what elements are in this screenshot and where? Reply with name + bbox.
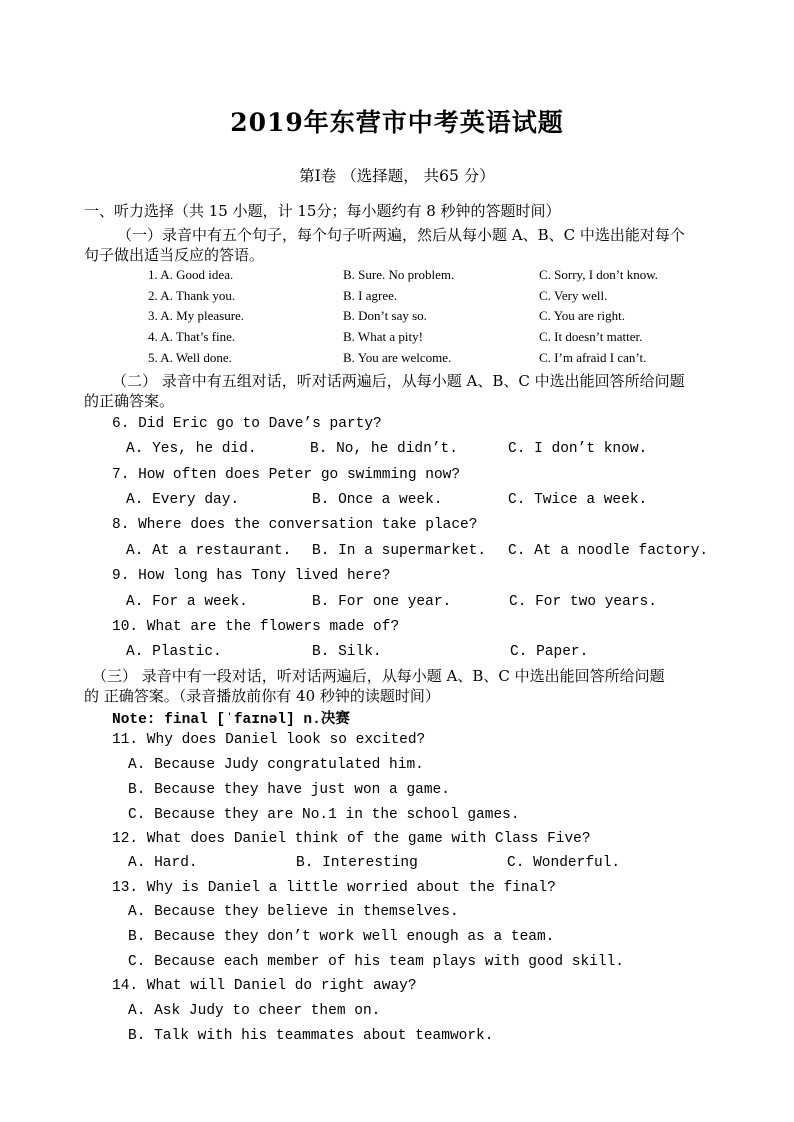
option-2c: C. Very well. [539,288,608,303]
question-7: 7. How often does Peter go swimming now? [112,467,461,483]
option-2b: B. I agree. [343,288,398,303]
option-1c: C. Sorry, I don’t know. [539,267,659,282]
paper-subtitle: 第Ⅰ卷 （选择题， 共65 分） [299,167,495,185]
option-10b: B. Silk. [312,644,382,660]
option-14a: A. Ask Judy to cheer them on. [128,1003,381,1019]
option-8b: B. In a supermarket. [312,543,487,559]
part1-instruction-cont: 句子做出适当反应的答语。 [84,246,265,264]
option-3c: C. You are right. [539,308,625,323]
option-7a: A. Every day. [126,492,240,508]
section1-heading: 一、听力选择（共 15 小题，计 15分；每小题约有 8 秒钟的答题时间） [84,202,561,220]
part3-instruction: （三） 录音中有一段对话，听对话两遍后，从每小题 A、B、C 中选出能回答所给问题 [92,667,665,685]
vocabulary-note: Note: final [ˈfaɪnəl] n.决赛 [112,712,350,728]
option-3a: 3. A. My pleasure. [148,308,245,323]
option-7c: C. Twice a week. [508,492,648,508]
option-6a: A. Yes, he did. [126,441,257,457]
option-9b: B. For one year. [312,594,452,610]
option-12b: B. Interesting [296,855,418,871]
option-11a: A. Because Judy congratulated him. [128,757,424,773]
question-6: 6. Did Eric go to Dave’s party? [112,416,382,432]
question-10: 10. What are the flowers made of? [112,619,400,635]
part2-instruction-cont: 的正确答案。 [84,392,175,410]
part3-instruction-cont: 的 正确答案。（录音播放前你有 40 秒钟的读题时间） [84,687,440,705]
question-8: 8. Where does the conversation take place? [112,517,478,533]
option-1a: 1. A. Good idea. [148,267,234,282]
option-8c: C. At a noodle factory. [508,543,709,559]
option-13a: A. Because they believe in themselves. [128,904,459,920]
option-9a: A. For a week. [126,594,248,610]
option-12a: A. Hard. [128,855,198,871]
option-4c: C. It doesn’t matter. [539,329,643,344]
option-4b: B. What a pity! [343,329,423,344]
option-13c: C. Because each member of his team plays with good skill. [128,954,624,970]
option-5b: B. You are welcome. [343,350,452,365]
option-6b: B. No, he didn’t. [310,441,458,457]
option-1b: B. Sure. No problem. [343,267,455,282]
option-7b: B. Once a week. [312,492,443,508]
option-6c: C. I don’t know. [508,441,648,457]
part1-instruction: （一）录音中有五个句子，每个句子听两遍，然后从每小题 A、B、C 中选出能对每个 [117,226,685,244]
question-9: 9. How long has Tony lived here? [112,568,391,584]
question-13: 13. Why is Daniel a little worried about the final? [112,880,556,896]
option-10c: C. Paper. [510,644,589,660]
option-13b: B. Because they don’t work well enough as a team. [128,929,555,945]
option-11b: B. Because they have just won a game. [128,782,450,798]
option-3b: B. Don’t say so. [343,308,427,323]
option-14b: B. Talk with his teammates about teamwork. [128,1028,494,1044]
option-5c: C. I’m afraid I can’t. [539,350,647,365]
question-12: 12. What does Daniel think of the game with Class Five? [112,831,591,847]
option-9c: C. For two years. [509,594,657,610]
option-5a: 5. A. Well done. [148,350,232,365]
option-12c: C. Wonderful. [507,855,621,871]
option-11c: C. Because they are No.1 in the school games. [128,807,520,823]
option-10a: A. Plastic. [126,644,222,660]
question-14: 14. What will Daniel do right away? [112,978,417,994]
option-4a: 4. A. That’s fine. [148,329,236,344]
option-2a: 2. A. Thank you. [148,288,236,303]
part2-instruction: （二） 录音中有五组对话，听对话两遍后，从每小题 A、B、C 中选出能回答所给问题 [112,372,685,390]
page-title: 2019年东营市中考英语试题 [230,108,564,137]
question-11: 11. Why does Daniel look so excited? [112,732,426,748]
option-8a: A. At a restaurant. [126,543,292,559]
